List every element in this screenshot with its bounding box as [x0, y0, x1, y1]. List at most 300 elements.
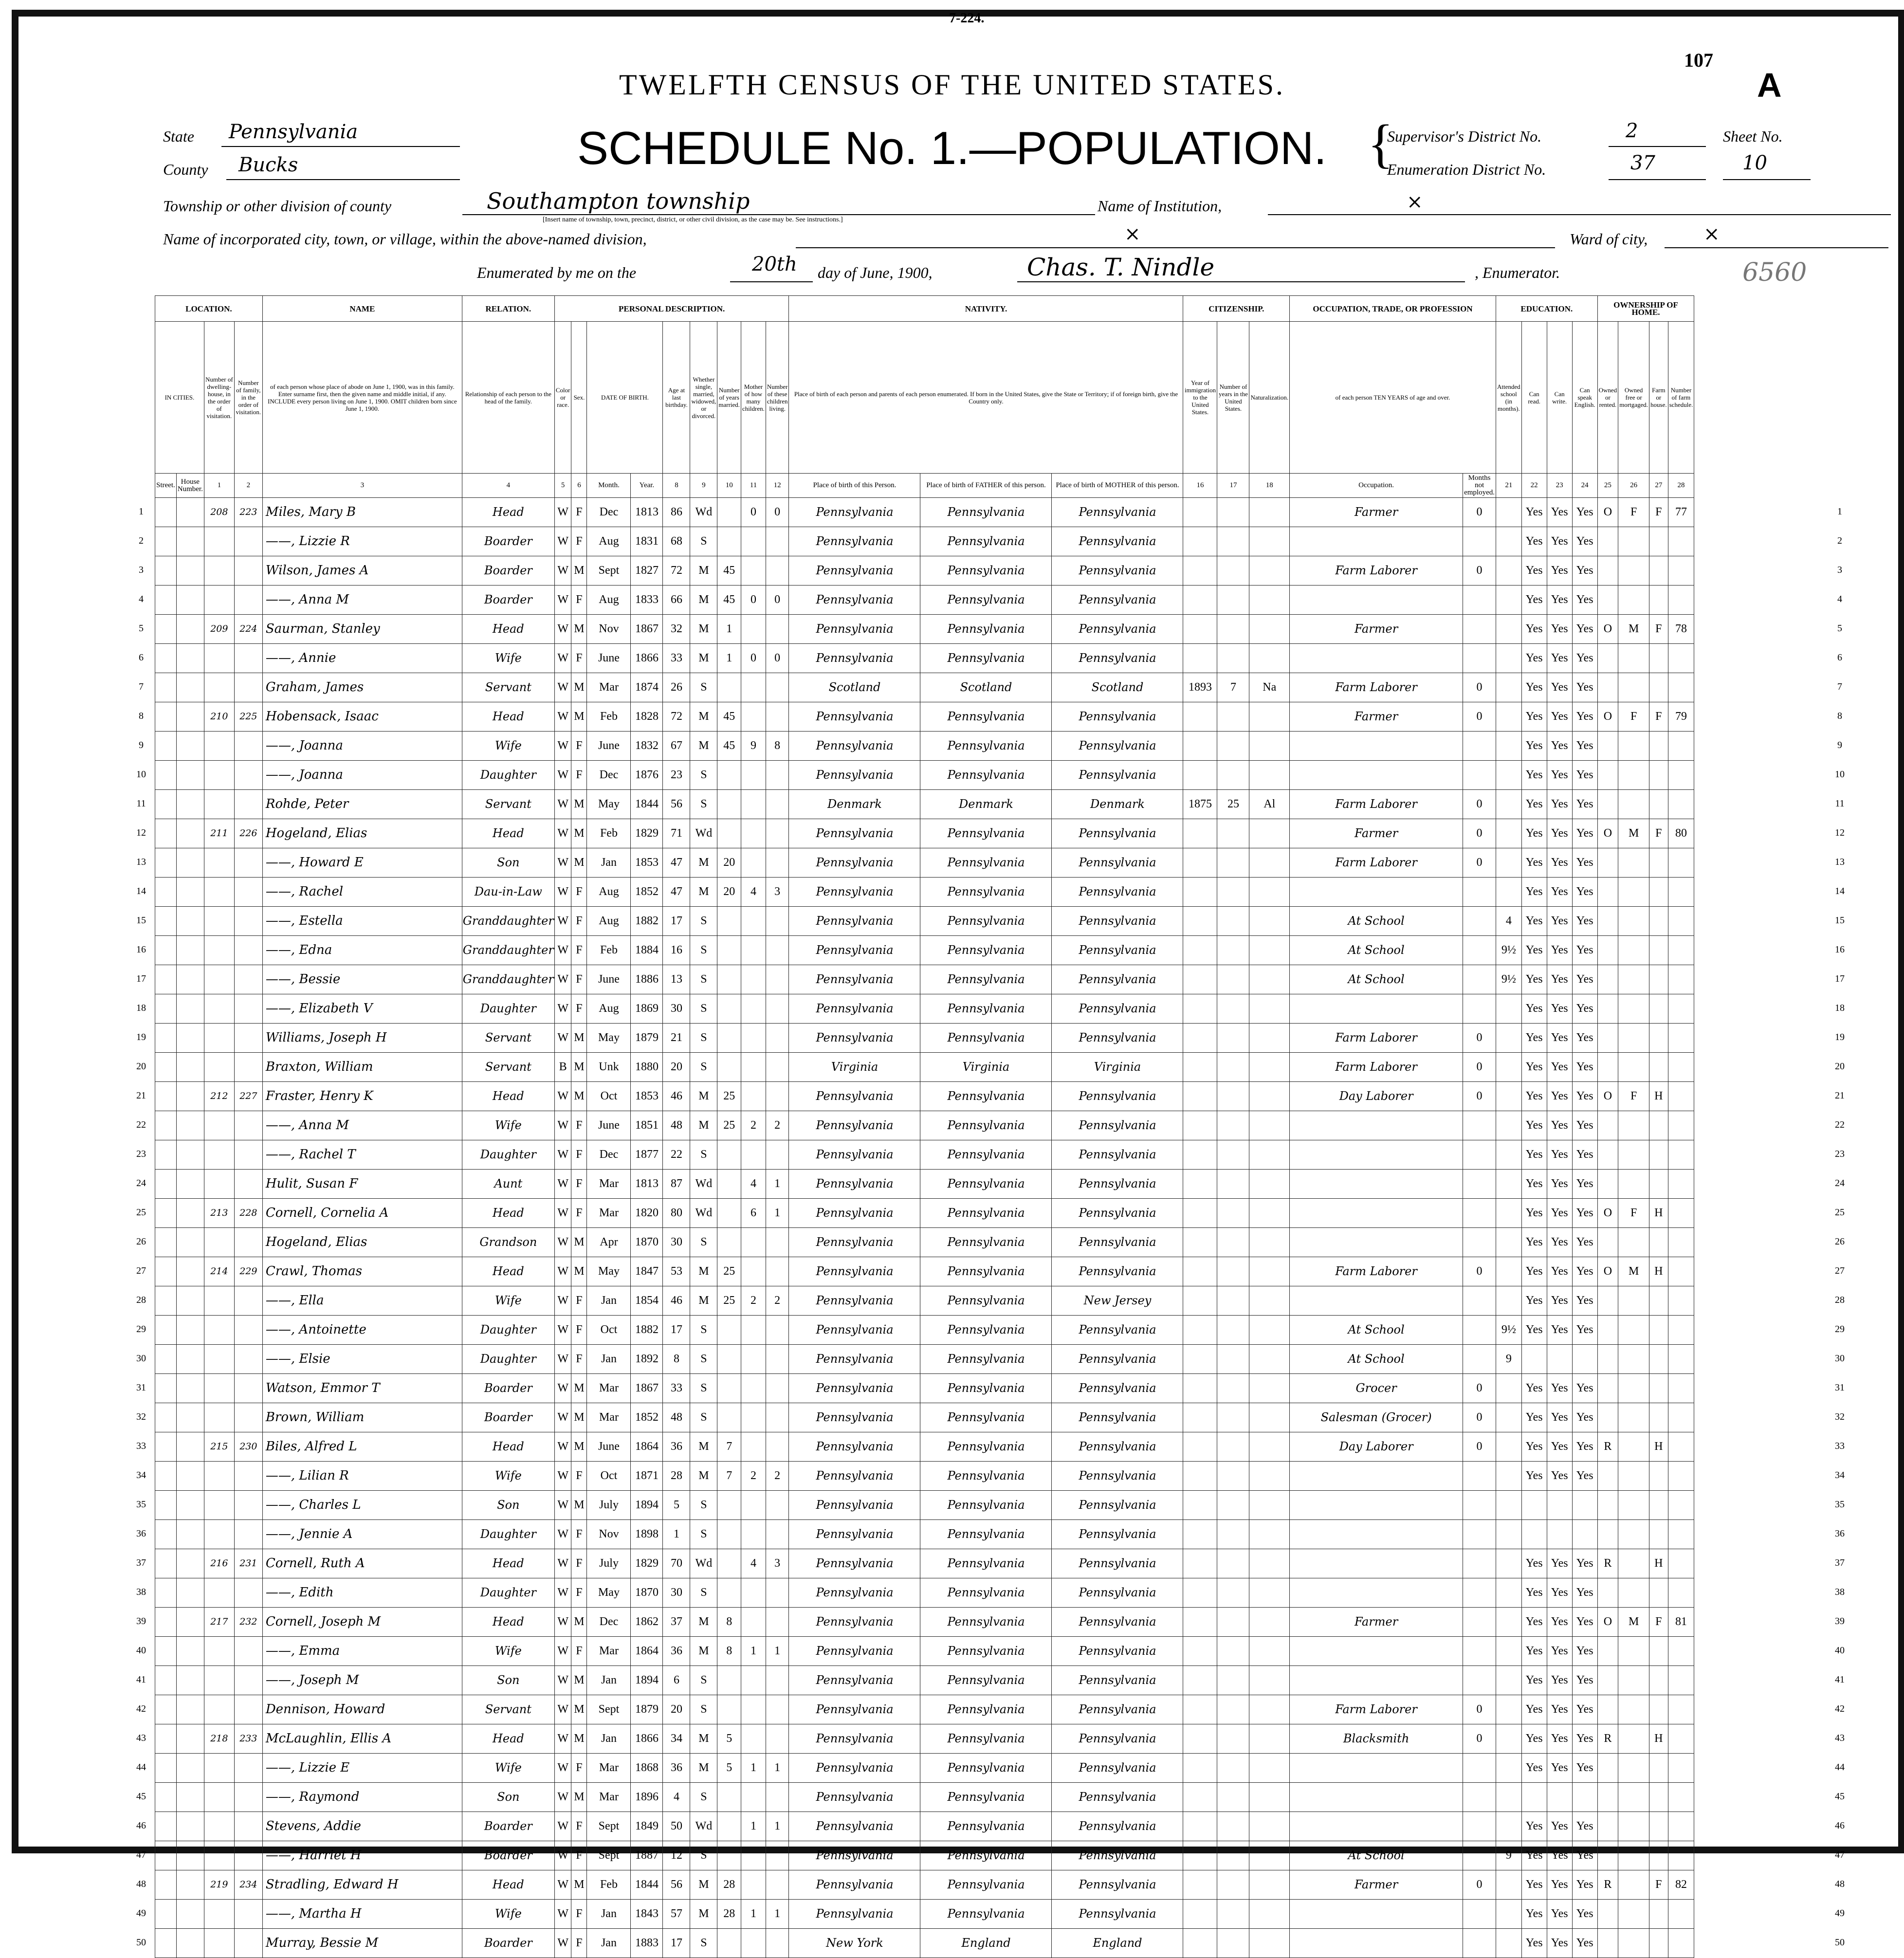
farm-schedule-cell	[1668, 790, 1694, 819]
street-cell	[155, 1666, 177, 1695]
children-born-cell	[741, 527, 766, 556]
school-months-cell	[1496, 1053, 1522, 1082]
dwelling-cell	[204, 732, 234, 761]
row-number-left: 28	[136, 1295, 146, 1305]
can-write-cell: Yes	[1547, 1841, 1572, 1870]
age-cell: 33	[663, 644, 690, 673]
family-cell	[234, 1491, 262, 1520]
can-speak-english-cell: Yes	[1572, 1578, 1597, 1608]
occupation-cell: Farm Laborer	[1290, 1053, 1463, 1082]
mortgaged-cell: F	[1618, 1199, 1649, 1228]
street-cell	[155, 586, 177, 615]
farm-house-cell: H	[1649, 1432, 1668, 1462]
owned-rented-cell	[1597, 1462, 1618, 1491]
row-number-right: 2	[1837, 535, 1842, 546]
mortgaged-cell	[1618, 1841, 1649, 1870]
months-unemployed-cell	[1463, 1286, 1496, 1316]
dwelling-cell	[204, 1403, 234, 1432]
farm-schedule-cell	[1668, 878, 1694, 907]
house-number-cell	[176, 848, 204, 878]
row-number-right: 19	[1835, 1032, 1845, 1043]
date-of-birth-header: DATE OF BIRTH.	[587, 322, 663, 474]
relation-cell: Dau-in-Law	[462, 878, 554, 907]
family-cell	[234, 1695, 262, 1724]
house-number-cell	[176, 1082, 204, 1111]
farm-schedule-cell	[1668, 1666, 1694, 1695]
family-cell: 231	[234, 1549, 262, 1578]
occupation-cell: Salesman (Grocer)	[1290, 1403, 1463, 1432]
house-number-cell	[176, 556, 204, 586]
children-living-cell	[766, 1870, 789, 1900]
name-cell: McLaughlin, Ellis A	[262, 1724, 462, 1754]
naturalization-cell: Na	[1249, 673, 1290, 702]
row-number-left: 6	[139, 652, 144, 663]
birth-month-cell: June	[587, 1111, 631, 1140]
marital-cell: S	[690, 1053, 717, 1082]
birth-month-cell: Oct	[587, 1316, 631, 1345]
farm-house-cell: F	[1649, 819, 1668, 848]
mother-birthplace-cell: Pennsylvania	[1052, 498, 1183, 527]
months-unemployed-cell: 0	[1463, 702, 1496, 732]
children-born-cell	[741, 1345, 766, 1374]
months-unemployed-cell: 0	[1463, 556, 1496, 586]
birth-month-cell: Sept	[587, 556, 631, 586]
owned-rented-cell: R	[1597, 1432, 1618, 1462]
children-born-cell	[741, 1783, 766, 1812]
months-unemployed-cell: 0	[1463, 1374, 1496, 1403]
can-write-cell: Yes	[1547, 1608, 1572, 1637]
sex-cell: F	[571, 1462, 587, 1491]
months-unemployed-cell	[1463, 1491, 1496, 1520]
house-number-cell	[176, 1695, 204, 1724]
mortgaged-cell: M	[1618, 1608, 1649, 1637]
children-living-cell	[766, 1403, 789, 1432]
name-cell: Dennison, Howard	[262, 1695, 462, 1724]
mother-birthplace-cell: Pennsylvania	[1052, 819, 1183, 848]
age-cell: 87	[663, 1170, 690, 1199]
row-number-right: 37	[1835, 1557, 1845, 1568]
relation-cell: Daughter	[462, 1140, 554, 1170]
row-number-left: 36	[136, 1528, 146, 1539]
relation-cell: Boarder	[462, 527, 554, 556]
children-living-cell	[766, 1695, 789, 1724]
dwelling-cell: 209	[204, 615, 234, 644]
color-cell: W	[554, 936, 571, 965]
row-number-left: 1	[139, 506, 144, 517]
age-cell: 16	[663, 936, 690, 965]
school-months-cell	[1496, 702, 1522, 732]
can-write-cell: Yes	[1547, 498, 1572, 527]
age-cell: 12	[663, 1841, 690, 1870]
row-number-left: 26	[136, 1236, 146, 1247]
years-in-us-cell	[1217, 1637, 1249, 1666]
can-write-cell: Yes	[1547, 994, 1572, 1024]
farm-house-cell	[1649, 965, 1668, 994]
can-speak-english-cell: Yes	[1572, 907, 1597, 936]
row-number-left: 29	[136, 1324, 146, 1335]
can-read-cell: Yes	[1521, 1754, 1547, 1783]
years-in-us-cell	[1217, 1316, 1249, 1345]
father-birthplace-cell: Pennsylvania	[920, 1520, 1052, 1549]
father-birthplace-cell: Pennsylvania	[920, 556, 1052, 586]
age-cell: 48	[663, 1403, 690, 1432]
mother-birthplace-cell: Pennsylvania	[1052, 1462, 1183, 1491]
months-unemployed-cell	[1463, 732, 1496, 761]
sheet-no-value: 10	[1742, 152, 1767, 174]
row-number-left: 8	[139, 711, 144, 721]
owned-rented-cell: O	[1597, 819, 1618, 848]
dwelling-cell	[204, 936, 234, 965]
years-in-us-cell	[1217, 1695, 1249, 1724]
school-months-cell	[1496, 498, 1522, 527]
years-in-us-cell	[1217, 1783, 1249, 1812]
children-living-cell: 2	[766, 1111, 789, 1140]
family-cell: 226	[234, 819, 262, 848]
can-speak-english-cell: Yes	[1572, 1724, 1597, 1754]
mortgaged-cell	[1618, 586, 1649, 615]
years-in-us-cell	[1217, 819, 1249, 848]
house-number-cell	[176, 1549, 204, 1578]
relation-cell: Boarder	[462, 1812, 554, 1841]
farm-house-cell	[1649, 1520, 1668, 1549]
row-number-right: 1	[1837, 506, 1842, 517]
father-birthplace-cell: Pennsylvania	[920, 994, 1052, 1024]
immigration-year-cell	[1183, 848, 1217, 878]
relation-cell: Son	[462, 1783, 554, 1812]
can-read-cell: Yes	[1521, 1578, 1547, 1608]
street-cell	[155, 556, 177, 586]
family-cell	[234, 1578, 262, 1608]
house-number-cell	[176, 1666, 204, 1695]
naturalization-cell	[1249, 1345, 1290, 1374]
can-read-cell: Yes	[1521, 907, 1547, 936]
table-row	[155, 1608, 1694, 1637]
father-birthplace-cell: Pennsylvania	[920, 1140, 1052, 1170]
house-number-cell	[176, 702, 204, 732]
age-cell: 72	[663, 702, 690, 732]
street-cell	[155, 1403, 177, 1432]
can-speak-english-cell: Yes	[1572, 848, 1597, 878]
years-in-us-cell	[1217, 936, 1249, 965]
table-row	[155, 1754, 1694, 1783]
family-cell	[234, 1520, 262, 1549]
marital-cell: S	[690, 761, 717, 790]
house-number-cell	[176, 1199, 204, 1228]
row-number-left: 39	[136, 1616, 146, 1627]
name-cell: ——, Jennie A	[262, 1520, 462, 1549]
color-cell: W	[554, 1783, 571, 1812]
state-value: Pennsylvania	[229, 121, 358, 143]
birth-year-cell: 1832	[631, 732, 663, 761]
father-birthplace-cell: Pennsylvania	[920, 1111, 1052, 1140]
birthplace-cell: Pennsylvania	[789, 761, 920, 790]
can-write-cell: Yes	[1547, 1432, 1572, 1462]
occupation-cell: Farm Laborer	[1290, 673, 1463, 702]
naturalization-cell	[1249, 1491, 1290, 1520]
immigration-year-cell	[1183, 1286, 1217, 1316]
birth-month-cell: June	[587, 644, 631, 673]
relation-cell: Wife	[462, 1900, 554, 1929]
children-living-cell	[766, 527, 789, 556]
children-living-cell	[766, 994, 789, 1024]
color-cell: W	[554, 1024, 571, 1053]
house-number-cell	[176, 1111, 204, 1140]
naturalization-cell	[1249, 761, 1290, 790]
birth-month-cell: Aug	[587, 994, 631, 1024]
father-birthplace-cell: Pennsylvania	[920, 1432, 1052, 1462]
sex-cell: F	[571, 586, 587, 615]
months-unemployed-cell	[1463, 965, 1496, 994]
row-number-right: 15	[1835, 915, 1845, 926]
row-number-left: 31	[136, 1382, 146, 1393]
relation-cell: Wife	[462, 1637, 554, 1666]
owned-rented-cell	[1597, 1053, 1618, 1082]
house-number-cell	[176, 1228, 204, 1257]
farm-schedule-cell	[1668, 1257, 1694, 1286]
months-unemployed-cell: 0	[1463, 1053, 1496, 1082]
occupation-cell: Grocer	[1290, 1374, 1463, 1403]
naturalization-cell	[1249, 1228, 1290, 1257]
owned-rented-cell	[1597, 1111, 1618, 1140]
family-cell	[234, 878, 262, 907]
sheet-letter: A	[1757, 66, 1782, 104]
age-cell: 48	[663, 1111, 690, 1140]
farm-schedule-cell	[1668, 1462, 1694, 1491]
occupation-cell	[1290, 761, 1463, 790]
children-living-cell	[766, 702, 789, 732]
farm-house-cell	[1649, 1170, 1668, 1199]
can-speak-english-cell: Yes	[1572, 1841, 1597, 1870]
color-cell: W	[554, 1578, 571, 1608]
father-birthplace-cell: Pennsylvania	[920, 1024, 1052, 1053]
years-in-us-cell	[1217, 907, 1249, 936]
street-cell	[155, 1754, 177, 1783]
father-birthplace-cell: Pennsylvania	[920, 1812, 1052, 1841]
naturalization-cell	[1249, 1286, 1290, 1316]
years-married-cell	[717, 1024, 741, 1053]
farm-schedule-cell	[1668, 1374, 1694, 1403]
name-cell: Brown, William	[262, 1403, 462, 1432]
mortgaged-cell: F	[1618, 1082, 1649, 1111]
school-months-cell: 9½	[1496, 936, 1522, 965]
row-number-left: 3	[139, 565, 144, 575]
can-read-cell: Yes	[1521, 1228, 1547, 1257]
can-read-cell: Yes	[1521, 673, 1547, 702]
farm-schedule-cell	[1668, 644, 1694, 673]
children-born-cell: 1	[741, 1637, 766, 1666]
farm-schedule-cell	[1668, 1140, 1694, 1170]
school-months-cell	[1496, 732, 1522, 761]
months-unemployed-cell	[1463, 1111, 1496, 1140]
farm-house-cell	[1649, 1783, 1668, 1812]
school-months-cell	[1496, 1666, 1522, 1695]
can-speak-english-cell: Yes	[1572, 1812, 1597, 1841]
street-cell	[155, 1929, 177, 1958]
birthplace-cell: Pennsylvania	[789, 1024, 920, 1053]
mortgaged-cell	[1618, 1695, 1649, 1724]
row-number-left: 5	[139, 623, 144, 634]
children-living-cell: 0	[766, 644, 789, 673]
row-number-right: 36	[1835, 1528, 1845, 1539]
color-cell: W	[554, 1549, 571, 1578]
row-number-left: 19	[136, 1032, 146, 1043]
row-number-left: 11	[136, 798, 146, 809]
mother-birthplace-cell: Pennsylvania	[1052, 878, 1183, 907]
color-cell: W	[554, 1316, 571, 1345]
row-number-left: 37	[136, 1557, 146, 1568]
farm-schedule-cell	[1668, 1491, 1694, 1520]
occupation-cell	[1290, 1170, 1463, 1199]
row-number-right: 50	[1835, 1937, 1845, 1948]
children-born-cell: 9	[741, 732, 766, 761]
house-number-cell	[176, 1754, 204, 1783]
house-number-cell	[176, 1316, 204, 1345]
marital-header: Whether single, married, widowed, or divorced.	[690, 322, 717, 474]
citizenship-header: CITIZENSHIP.	[1183, 296, 1290, 322]
children-born-cell	[741, 615, 766, 644]
years-married-cell: 45	[717, 732, 741, 761]
months-unemployed-cell: 0	[1463, 1082, 1496, 1111]
birth-year-cell: 1852	[631, 1403, 663, 1432]
relation-cell: Wife	[462, 1111, 554, 1140]
color-cell: W	[554, 1929, 571, 1958]
house-number-cell	[176, 1374, 204, 1403]
immigration-year-cell	[1183, 1228, 1217, 1257]
owned-rented-cell: O	[1597, 1199, 1618, 1228]
father-birthplace-cell: Pennsylvania	[920, 1286, 1052, 1316]
dwelling-cell	[204, 1286, 234, 1316]
birth-year-cell: 1882	[631, 907, 663, 936]
relation-cell: Daughter	[462, 1316, 554, 1345]
sex-cell: F	[571, 1929, 587, 1958]
street-cell	[155, 1374, 177, 1403]
years-married-cell	[717, 1841, 741, 1870]
mother-birthplace-cell: Pennsylvania	[1052, 1082, 1183, 1111]
marital-cell: M	[690, 586, 717, 615]
age-cell: 20	[663, 1695, 690, 1724]
ward-value: ×	[1703, 223, 1720, 245]
birth-year-cell: 1867	[631, 1374, 663, 1403]
marital-cell: M	[690, 644, 717, 673]
age-cell: 28	[663, 1462, 690, 1491]
sex-cell: F	[571, 1637, 587, 1666]
dwelling-cell	[204, 1812, 234, 1841]
house-number-cell	[176, 732, 204, 761]
years-married-cell: 25	[717, 1082, 741, 1111]
dwelling-cell	[204, 1578, 234, 1608]
table-row	[155, 965, 1694, 994]
years-in-us-cell	[1217, 1053, 1249, 1082]
color-cell: W	[554, 1608, 571, 1637]
relation-cell: Grandson	[462, 1228, 554, 1257]
table-row	[155, 1929, 1694, 1958]
father-birthplace-cell: Pennsylvania	[920, 1549, 1052, 1578]
years-in-us-cell	[1217, 994, 1249, 1024]
street-cell	[155, 1082, 177, 1111]
dwelling-cell	[204, 1491, 234, 1520]
months-unemployed-cell	[1463, 1783, 1496, 1812]
immigration-year-cell	[1183, 1374, 1217, 1403]
can-speak-english-cell: Yes	[1572, 1549, 1597, 1578]
children-born-cell: 2	[741, 1111, 766, 1140]
occupation-cell	[1290, 1199, 1463, 1228]
age-cell: 56	[663, 1870, 690, 1900]
table-row	[155, 1812, 1694, 1841]
years-married-cell: 8	[717, 1608, 741, 1637]
father-birthplace-cell: Pennsylvania	[920, 1870, 1052, 1900]
school-months-cell	[1496, 1754, 1522, 1783]
can-write-cell: Yes	[1547, 965, 1572, 994]
farm-house-cell	[1649, 586, 1668, 615]
row-number-right: 40	[1835, 1645, 1845, 1656]
months-unemployed-cell	[1463, 1316, 1496, 1345]
can-speak-english-cell: Yes	[1572, 1403, 1597, 1432]
row-number-right: 6	[1837, 652, 1842, 663]
sex-cell: M	[571, 673, 587, 702]
family-cell	[234, 1929, 262, 1958]
institution-label: Name of Institution,	[1098, 197, 1222, 215]
immigration-year-cell	[1183, 702, 1217, 732]
row-number-right: 46	[1835, 1820, 1845, 1831]
farm-schedule-cell	[1668, 1228, 1694, 1257]
naturalization-cell	[1249, 994, 1290, 1024]
dwelling-cell: 214	[204, 1257, 234, 1286]
house-number-cell	[176, 527, 204, 556]
farm-schedule-cell	[1668, 1053, 1694, 1082]
years-in-us-cell	[1217, 732, 1249, 761]
farm-house-cell	[1649, 1374, 1668, 1403]
birth-year-cell: 1813	[631, 1170, 663, 1199]
father-birthplace-cell: Pennsylvania	[920, 965, 1052, 994]
mortgaged-cell	[1618, 994, 1649, 1024]
farm-schedule-cell	[1668, 1695, 1694, 1724]
color-cell: W	[554, 1900, 571, 1929]
occupation-cell: Farmer	[1290, 498, 1463, 527]
naturalization-cell	[1249, 965, 1290, 994]
street-cell	[155, 761, 177, 790]
can-speak-english-cell: Yes	[1572, 1199, 1597, 1228]
table-row	[155, 1140, 1694, 1170]
can-read-cell: Yes	[1521, 1082, 1547, 1111]
father-birthplace-cell: Pennsylvania	[920, 1374, 1052, 1403]
years-married-cell	[717, 1520, 741, 1549]
months-unemployed-cell	[1463, 1462, 1496, 1491]
row-number-left: 4	[139, 594, 144, 604]
family-cell: 225	[234, 702, 262, 732]
mortgaged-cell	[1618, 1491, 1649, 1520]
can-read-cell: Yes	[1521, 1841, 1547, 1870]
children-born-cell: 2	[741, 1462, 766, 1491]
house-number-cell	[176, 790, 204, 819]
immigration-year-cell	[1183, 1462, 1217, 1491]
street-cell	[155, 1578, 177, 1608]
years-in-us-cell	[1217, 1841, 1249, 1870]
table-row	[155, 702, 1694, 732]
can-write-cell: Yes	[1547, 1929, 1572, 1958]
owned-rented-cell	[1597, 1491, 1618, 1520]
color-cell: W	[554, 790, 571, 819]
naturalization-cell	[1249, 1199, 1290, 1228]
father-birthplace-cell: Pennsylvania	[920, 498, 1052, 527]
months-unemployed-cell: 0	[1463, 1257, 1496, 1286]
years-in-us-cell	[1217, 615, 1249, 644]
years-in-us-cell	[1217, 1170, 1249, 1199]
birthplace-cell: Pennsylvania	[789, 1140, 920, 1170]
months-unemployed-cell: 0	[1463, 1724, 1496, 1754]
sex-cell: F	[571, 1345, 587, 1374]
name-cell: ——, Joseph M	[262, 1666, 462, 1695]
mother-birthplace-cell: Pennsylvania	[1052, 1432, 1183, 1462]
